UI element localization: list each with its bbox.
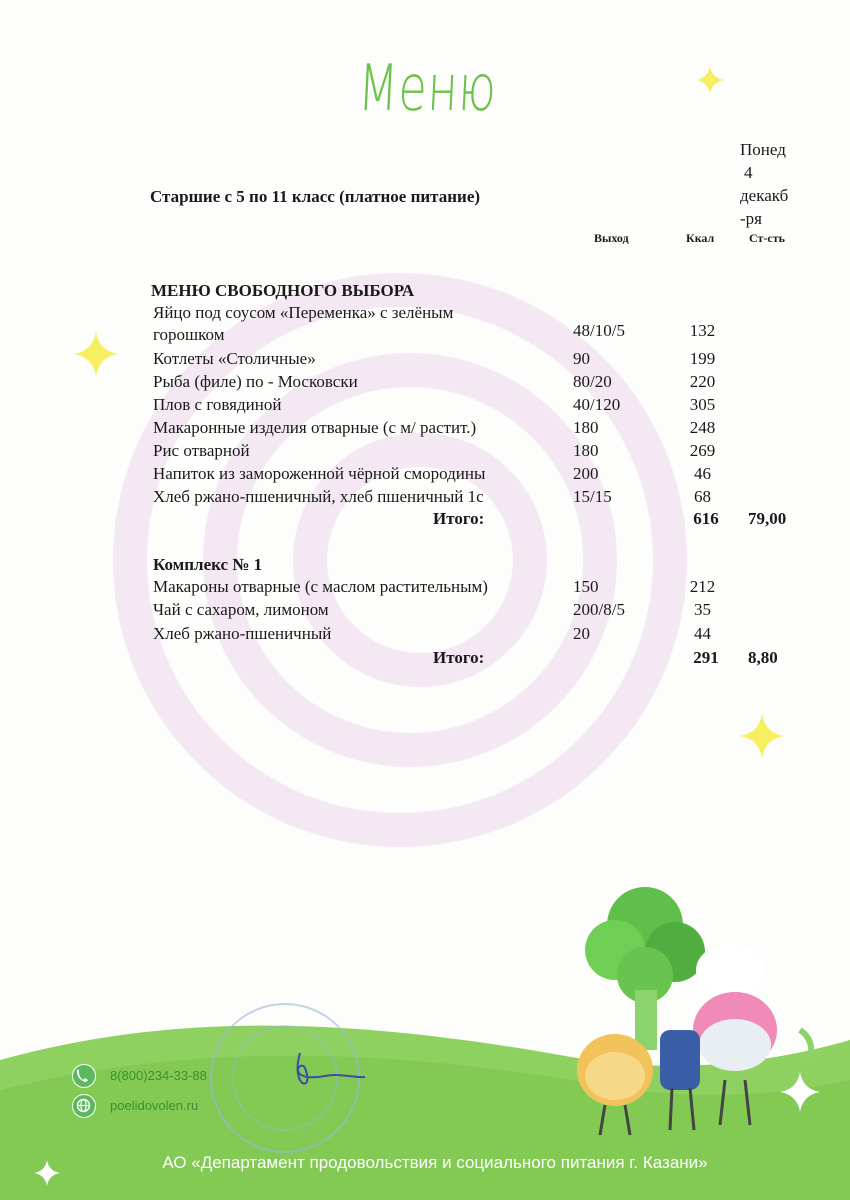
dish-name: Рыба (филе) по - Московски (153, 372, 358, 391)
dish-name: Рис отварной (153, 441, 250, 460)
subtitle: Старшие с 5 по 11 класс (платное питание) (150, 187, 481, 206)
sparkle-icon (780, 1072, 820, 1112)
website-link: poelidovolen.ru (110, 1098, 199, 1113)
date-line: Понед (740, 140, 786, 159)
menu-row (0, 321, 850, 347)
date-label (740, 138, 810, 230)
menu-row (0, 349, 850, 371)
section-heading-free-choice: МЕНЮ СВОБОДНОГО ВЫБОРА (151, 281, 415, 300)
dish-output: 200 (573, 464, 599, 483)
dish-output: 15/15 (573, 487, 612, 506)
phone-icon (72, 1064, 96, 1088)
dish-name: Напиток из замороженной чёрной смородины (153, 464, 486, 483)
total-price: 79,00 (748, 509, 787, 528)
dish-kcal: 212 (689, 577, 716, 596)
dish-kcal: 44 (694, 624, 711, 643)
menu-row (0, 600, 850, 622)
dish-output: 150 (573, 577, 599, 596)
menu-row (0, 624, 850, 646)
dish-name: Яйцо под соусом «Переменка» с зелёным (153, 303, 454, 322)
page-title: Меню (356, 52, 499, 126)
dish-kcal: 132 (689, 321, 716, 340)
dish-name: Хлеб ржано-пшеничный (153, 624, 332, 643)
dish-output: 90 (573, 349, 590, 368)
dish-kcal: 305 (689, 395, 716, 414)
total-label: Итого: (433, 509, 485, 528)
dish-output: 200/8/5 (573, 600, 625, 619)
column-header-output: Выход (594, 231, 629, 245)
column-header-kcal: Ккал (686, 231, 715, 245)
organization-name: АО «Департамент продовольствия и социального питания г. Казани» (162, 1153, 708, 1172)
date-line: декакб (740, 186, 789, 205)
dish-output: 48/10/5 (573, 321, 625, 340)
column-header-price: Ст-сть (749, 231, 785, 245)
sparkle-icon (34, 1160, 60, 1186)
menu-row (0, 441, 850, 463)
dish-kcal: 199 (689, 349, 716, 368)
phone-number: 8(800)234-33-88 (110, 1068, 207, 1083)
menu-row (0, 487, 850, 509)
dish-name: Плов с говядиной (153, 395, 282, 414)
dish-output: 20 (573, 624, 590, 643)
dish-output: 80/20 (573, 372, 612, 391)
dish-name: Чай с сахаром, лимоном (153, 600, 329, 619)
signature-stamp (205, 998, 365, 1158)
date-line: 4 (744, 163, 753, 182)
total-label: Итого: (433, 648, 485, 667)
total-row (0, 648, 850, 670)
menu-row (0, 577, 850, 599)
dish-name: Котлеты «Столичные» (153, 349, 316, 368)
dish-name: Макаронные изделия отварные (с м/ растит.) (153, 418, 477, 437)
menu-row (0, 464, 850, 486)
sparkle-icon (740, 714, 784, 758)
menu-row (0, 418, 850, 440)
date-line: -ря (740, 209, 762, 228)
dish-kcal: 46 (694, 464, 711, 483)
dish-name: горошком (153, 325, 225, 344)
section-heading-complex-1: Комплекс № 1 (153, 555, 263, 574)
dish-kcal: 220 (689, 372, 716, 391)
dish-output: 40/120 (573, 395, 621, 414)
total-kcal: 291 (693, 648, 719, 667)
dish-output: 180 (573, 441, 599, 460)
total-price: 8,80 (748, 648, 778, 667)
sparkle-icon (696, 66, 724, 94)
dish-kcal: 269 (689, 441, 716, 460)
total-row (0, 509, 850, 531)
dish-name: Хлеб ржано-пшеничный, хлеб пшеничный 1с (153, 487, 484, 506)
menu-row (0, 395, 850, 417)
menu-row (0, 372, 850, 394)
total-kcal: 616 (693, 509, 719, 528)
dish-output: 180 (573, 418, 599, 437)
dish-kcal: 248 (689, 418, 716, 437)
dish-kcal: 35 (694, 600, 711, 619)
globe-icon (72, 1094, 96, 1118)
dish-name: Макароны отварные (с маслом растительным) (153, 577, 488, 596)
dish-kcal: 68 (694, 487, 711, 506)
